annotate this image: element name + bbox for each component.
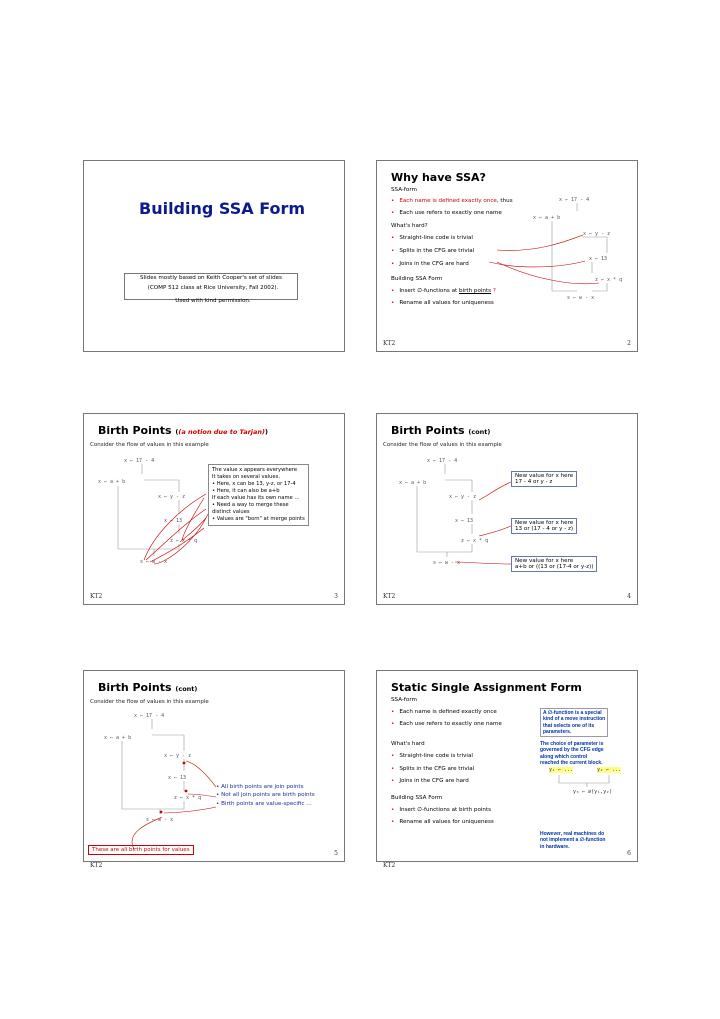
bullet-one-name: • Each use refers to exactly one name [391, 721, 502, 727]
title-main: Birth Points [391, 424, 465, 437]
slide-4 [376, 413, 638, 605]
bullet-rename: • Rename all values for uniqueness [391, 819, 494, 825]
cfg-node: s ← w - x [146, 817, 174, 823]
cfg-edges [377, 414, 637, 604]
footer-left: KT2 [383, 340, 396, 347]
birth-point-item: • Birth points are value-specific … [216, 800, 312, 807]
heading-ssa-form: SSA-form [391, 187, 417, 193]
cfg-node: x ← 13 [164, 518, 183, 524]
explanation-line: • Here, it can also be a+b [212, 488, 280, 495]
note-line: The choice of parameter is [540, 741, 604, 747]
cfg-node: x ← a + b [98, 479, 126, 485]
cfg-node: x ← 17 - 4 [559, 197, 590, 203]
bullet-defined-once: • Each name is defined exactly once [391, 709, 497, 715]
cfg-edges [84, 671, 344, 861]
explanation-line: It takes on several values. [212, 474, 280, 481]
cfg-node: x ← y - z [158, 494, 186, 500]
slide-2 [376, 160, 638, 352]
birth-point-list [216, 783, 315, 808]
callout-line: New value for x here [515, 473, 574, 479]
credit-line: (COMP 512 class at Rice University, Fall 2002). [147, 285, 279, 291]
callout-box-3 [511, 556, 597, 572]
explanation-line: • Need a way to merge these [212, 502, 289, 509]
note-line: parameters. [543, 728, 572, 735]
footer-page: 5 [334, 850, 338, 857]
title-note: (cont) [175, 685, 198, 693]
explanation-line: • Here, x can be 13, y-z, or 17-4 [212, 481, 296, 488]
cfg-node: x ← 17 - 4 [134, 713, 165, 719]
cfg-node: x ← a + b [104, 735, 132, 741]
callout-line: a+b or ((13 or (17-4 or y-z)) [515, 564, 594, 570]
footer-left: KT2 [90, 862, 103, 869]
footer-page: 4 [627, 593, 631, 600]
phi-block-left: y₁ ← ... [549, 767, 574, 773]
cfg-node: z ← x * q [174, 795, 202, 801]
bullet-text: , thus [496, 198, 513, 204]
note-line: kind of a move instruction [543, 716, 606, 723]
footer-left: KT2 [383, 593, 396, 600]
footer-page: 2 [627, 340, 631, 347]
question-mark: ? [491, 288, 496, 294]
slide-5 [83, 670, 345, 869]
subtitle: Consider the flow of values in this example [90, 699, 209, 705]
cfg-node: s ← w - x [433, 560, 461, 566]
slide-1-title: Building SSA Form [139, 199, 306, 218]
title-main: Birth Points [98, 681, 172, 694]
explanation-line: If each value has its own name … [212, 495, 300, 502]
bullet-splits: • Splits in the CFG are trivial [391, 248, 474, 254]
credit-line: Used with kind permission. [175, 298, 251, 304]
callout-line: New value for x here [515, 558, 574, 564]
slide-2-title: Why have SSA? [391, 171, 486, 184]
heading-building-ssa: Building SSA Form [391, 795, 443, 801]
bullet-joins: • Joins in the CFG are hard [391, 778, 469, 784]
callout-box-2 [511, 518, 577, 534]
footer-page: 3 [334, 593, 338, 600]
bullet-rename: • Rename all values for uniqueness [391, 300, 494, 306]
phi-note-3 [540, 831, 605, 850]
bullet-insert-phi: • Insert ∅-functions at birth points [391, 807, 491, 813]
cfg-edges [377, 161, 637, 351]
cfg-node: x ← 13 [455, 518, 474, 524]
cfg-node: s ← w - x [140, 559, 168, 565]
slide-6-title: Static Single Assignment Form [391, 681, 582, 694]
heading-whats-hard: What's hard? [391, 223, 428, 229]
note-line: A ∅-function is a special [543, 710, 602, 716]
explanation-box [208, 464, 309, 526]
note-line: along which control [540, 753, 588, 760]
phi-expr: y₃ ← ∅(y₁,y₂) [573, 789, 613, 795]
cfg-node: z ← x * q [595, 277, 623, 283]
callout-line: 17 - 4 or y - z [515, 479, 553, 485]
credit-line: Slides mostly based on Keith Cooper's set of slides [140, 275, 282, 281]
bullet-straight-line: • Straight-line code is trivial [391, 753, 473, 759]
birth-point-item: • All birth points are join points [216, 784, 304, 790]
birth-point-item: • Not all join points are birth points [216, 792, 315, 799]
footer-left: KT2 [90, 593, 103, 600]
footer-left: KT2 [383, 862, 396, 869]
cfg-node: z ← x * q [170, 538, 198, 544]
title-note-italic: (a notion due to Tarjan) [178, 428, 266, 436]
bullet-text-red: Each name is defined exactly once [399, 198, 497, 204]
callout-box-1 [511, 471, 577, 487]
cfg-node: z ← x * q [461, 538, 489, 544]
callout-line: New value for x here [515, 520, 574, 526]
bullet-splits: • Splits in the CFG are trivial [391, 766, 474, 772]
slide-6 [376, 670, 638, 869]
note-line: that selects one of its [543, 722, 595, 729]
cfg-node: x ← 17 - 4 [427, 458, 458, 464]
bullet-straight-line: • Straight-line code is trivial [391, 235, 473, 241]
note-line: governed by the CFG edge [540, 747, 604, 754]
title-note: ((a notion due to Tarjan)) [175, 428, 269, 436]
title-main: Birth Points [98, 424, 172, 437]
cfg-node: s ← w - x [567, 295, 595, 301]
note-line: reached the current block. [540, 759, 603, 766]
subtitle: Consider the flow of values in this example [90, 442, 209, 448]
cfg-node: x ← y - z [583, 231, 611, 237]
cfg-node: x ← 13 [589, 256, 608, 262]
bullet-joins: • Joins in the CFG are hard [391, 261, 469, 267]
heading-ssa-form: SSA-form [391, 697, 417, 703]
explanation-line: • Values are "born" at merge points [212, 516, 305, 523]
slide-3 [83, 413, 345, 605]
phi-block-right: y₂ ← ... [597, 767, 622, 773]
note-line: in hardware. [540, 843, 570, 850]
cfg-node: x ← 13 [168, 775, 187, 781]
bullet-one-name: • Each use refers to exactly one name [391, 210, 502, 216]
title-note: (cont) [468, 428, 491, 436]
cfg-node: x ← a + b [399, 480, 427, 486]
birth-points-label: These are all birth points for values [88, 845, 194, 855]
cfg-node: x ← y - z [449, 494, 477, 500]
explanation-line: The value x appears everywhere [212, 467, 298, 473]
note-line: not implement a ∅-function [540, 837, 606, 844]
birth-points-underlined: birth points [458, 288, 492, 294]
cfg-node: x ← a + b [533, 215, 561, 221]
bullet-text: Insert ∅-functions at [399, 288, 459, 294]
slide-1 [83, 160, 345, 352]
note-line: However, real machines do [540, 831, 605, 837]
heading-whats-hard: What's hard [391, 741, 425, 747]
cfg-node: x ← 17 - 4 [124, 458, 155, 464]
callout-line: 13 or (17 - 4 or y - z) [515, 526, 574, 532]
cfg-node: x ← y - z [164, 753, 192, 759]
heading-building-ssa: Building SSA Form [391, 276, 443, 282]
footer-page: 6 [627, 850, 631, 857]
subtitle: Consider the flow of values in this example [383, 442, 502, 448]
explanation-line: distinct values [212, 509, 250, 516]
